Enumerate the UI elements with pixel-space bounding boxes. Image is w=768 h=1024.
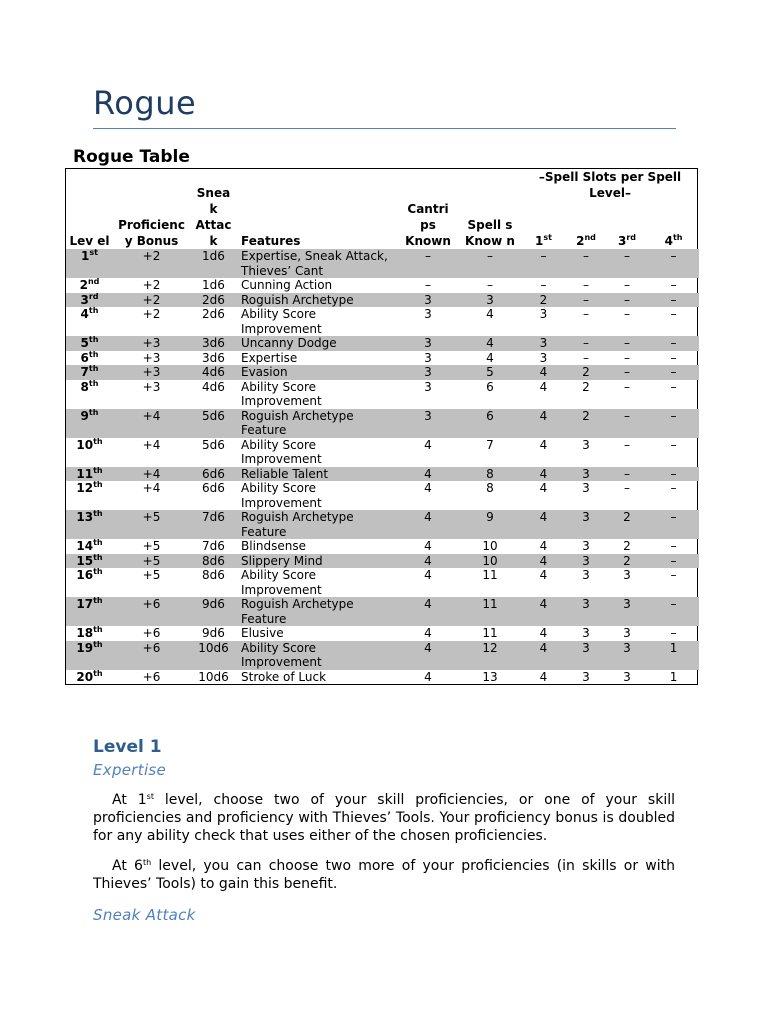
section-heading: Level 1 [93, 737, 162, 757]
cell-spells-known: 9 [459, 510, 521, 539]
header-cantrips-known: Cantri ps Known [405, 202, 451, 248]
header-slot-2: 2nd [576, 233, 596, 248]
header-sneak-attack: Snea k Attac k [195, 186, 232, 248]
cell-slot-2: – [566, 293, 606, 308]
cell-slot-3: 2 [623, 539, 631, 553]
cell-slot-2: 3 [566, 554, 606, 569]
table-row [66, 380, 699, 409]
cell-slot-3: – [624, 481, 630, 495]
header-slot-3: 3rd [617, 233, 637, 248]
cell-slot-1: 4 [521, 365, 566, 380]
cell-spells-known: 10 [459, 554, 521, 569]
cell-proficiency-bonus: +3 [142, 379, 161, 394]
cell-sneak-attack: 7d6 [202, 539, 225, 553]
cell-proficiency-bonus: +2 [142, 307, 161, 321]
cell-level: 12th [76, 480, 103, 495]
cell-sneak-attack: 8d6 [190, 554, 237, 569]
cell-slot-1: 4 [521, 597, 566, 626]
cell-slot-1: 4 [539, 626, 548, 640]
header-spell-slots-group: –Spell Slots per Spell Level– [538, 170, 682, 200]
cell-spells-known: 8 [459, 467, 521, 482]
table-row [66, 554, 699, 569]
table-row [66, 307, 699, 336]
cell-features: Blindsense [241, 539, 306, 553]
cell-spells-known: 13 [482, 669, 498, 684]
cell-slot-1: – [521, 249, 566, 278]
cell-spells-known: 5 [459, 365, 521, 380]
cell-proficiency-bonus: +5 [142, 568, 161, 582]
cell-level: 7th [66, 365, 113, 380]
cell-sneak-attack: 4d6 [202, 379, 225, 394]
cell-slot-3: – [606, 467, 648, 482]
page-title: Rogue [93, 84, 197, 122]
table-row [66, 481, 699, 510]
cell-slot-3: – [606, 409, 648, 438]
cell-slot-2: 3 [582, 626, 590, 640]
cell-level: 4th [80, 306, 99, 321]
cell-sneak-attack: 5d6 [202, 437, 225, 452]
cell-slot-2: 3 [566, 510, 606, 539]
cell-features: Evasion [237, 365, 397, 380]
table-row [66, 278, 699, 293]
cell-slot-4: – [670, 481, 677, 495]
cell-features: Expertise, Sneak Attack, Thieves’ Cant [237, 249, 397, 278]
cell-slot-2: – [583, 278, 589, 292]
cell-cantrips-known: 4 [424, 626, 432, 640]
cell-cantrips-known: 4 [397, 597, 459, 626]
cell-proficiency-bonus: +3 [113, 365, 190, 380]
cell-features: Ability Score Improvement [241, 568, 322, 597]
cell-slot-1: 3 [539, 350, 548, 365]
cell-features: Roguish Archetype Feature [237, 510, 397, 539]
cell-sneak-attack: 10d6 [198, 669, 229, 684]
header-proficiency-bonus: Proficienc y Bonus [118, 218, 185, 248]
cell-features: Cunning Action [241, 278, 333, 292]
cell-sneak-attack: 10d6 [190, 641, 237, 670]
cell-slot-4: 1 [669, 669, 678, 684]
header-slot-4: 4th [664, 233, 683, 248]
paragraph-expertise-1: At 1st level, choose two of your skill proficiencies, or one of your skill proficiencies and proficiency with Thieves’ Tools. Your proficiency bonus is doubled for any ability check that uses either of the chosen proficiencies. [93, 792, 675, 844]
cell-spells-known: 4 [459, 336, 521, 351]
cell-level: 14th [76, 538, 103, 553]
table-row [66, 626, 699, 641]
cell-proficiency-bonus: +5 [113, 554, 190, 569]
cell-proficiency-bonus: +4 [113, 467, 190, 482]
cell-spells-known: 6 [486, 379, 494, 394]
cell-slot-1: 4 [539, 481, 548, 495]
cell-cantrips-known: 4 [397, 510, 459, 539]
table-row [66, 670, 699, 685]
cell-level: 18th [76, 625, 103, 640]
cell-cantrips-known: 4 [397, 467, 459, 482]
cell-features: Ability Score Improvement [241, 437, 322, 466]
cell-spells-known: 4 [486, 350, 494, 365]
cell-level: 11th [66, 467, 113, 482]
cell-slot-1: 4 [521, 554, 566, 569]
paragraph-expertise-2: At 6th level, you can choose two more of your proficiencies (in skills or with Thieves’ Tools) to gain this benefit. [93, 858, 676, 892]
header-level: Lev el [69, 234, 110, 248]
table-row [66, 336, 699, 351]
cell-slot-1: 4 [521, 641, 566, 670]
table-row [66, 438, 699, 467]
cell-cantrips-known: 4 [424, 437, 432, 452]
cell-sneak-attack: 1d6 [202, 278, 225, 292]
table-row [66, 351, 699, 366]
cell-slot-3: – [606, 336, 648, 351]
cell-cantrips-known: 3 [397, 365, 459, 380]
cell-slot-4: – [670, 437, 677, 452]
cell-proficiency-bonus: +6 [113, 641, 190, 670]
table-body [66, 249, 699, 684]
cell-features: Ability Score Improvement [241, 481, 322, 510]
cell-features: Uncanny Dodge [237, 336, 397, 351]
cell-cantrips-known: 4 [424, 539, 432, 553]
cell-proficiency-bonus: +2 [113, 293, 190, 308]
cell-proficiency-bonus: +4 [142, 437, 161, 452]
cell-cantrips-known: 4 [397, 554, 459, 569]
cell-spells-known: 12 [459, 641, 521, 670]
cell-slot-4: – [648, 510, 699, 539]
cell-slot-3: 2 [606, 554, 648, 569]
cell-slot-4: 1 [648, 641, 699, 670]
header-features: Features [241, 234, 301, 248]
cell-slot-2: 3 [582, 437, 590, 452]
table-header-row-top [66, 169, 699, 233]
table-row [66, 467, 699, 482]
cell-slot-2: – [566, 249, 606, 278]
table-row [66, 539, 699, 554]
cell-proficiency-bonus: +6 [142, 669, 161, 684]
cell-slot-2: 2 [566, 409, 606, 438]
cell-slot-4: – [670, 278, 677, 292]
cell-spells-known: 6 [459, 409, 521, 438]
cell-features: Ability Score Improvement [241, 307, 322, 336]
cell-proficiency-bonus: +6 [142, 626, 161, 640]
cell-slot-3: – [624, 437, 630, 452]
cell-spells-known: – [487, 278, 493, 292]
cell-cantrips-known: 4 [424, 481, 432, 495]
cell-cantrips-known: 4 [397, 641, 459, 670]
cell-slot-3: – [606, 249, 648, 278]
cell-slot-1: 2 [521, 293, 566, 308]
cell-level: 9th [66, 409, 113, 438]
cell-slot-2: 2 [566, 365, 606, 380]
cell-sneak-attack: 3d6 [202, 350, 225, 365]
subheading-expertise: Expertise [93, 761, 167, 779]
cell-slot-2: 2 [582, 379, 590, 394]
cell-features: Ability Score Improvement [237, 641, 397, 670]
cell-spells-known: 11 [459, 597, 521, 626]
rogue-table [65, 168, 698, 685]
cell-spells-known: 4 [486, 307, 494, 321]
cell-features: Roguish Archetype Feature [237, 409, 397, 438]
cell-sneak-attack: 2d6 [190, 293, 237, 308]
cell-slot-4: – [648, 293, 699, 308]
cell-proficiency-bonus: +5 [142, 539, 161, 553]
cell-slot-3: 3 [623, 669, 631, 684]
table-row [66, 365, 699, 380]
cell-slot-3: – [606, 365, 648, 380]
cell-slot-3: – [624, 350, 630, 365]
cell-level: 6th [80, 349, 99, 365]
cell-spells-known: 11 [482, 626, 498, 640]
cell-cantrips-known: 3 [424, 307, 432, 321]
cell-slot-4: – [648, 597, 699, 626]
cell-slot-3: – [624, 307, 630, 321]
cell-slot-4: – [670, 350, 677, 365]
cell-proficiency-bonus: +6 [113, 597, 190, 626]
cell-features: Roguish Archetype Feature [237, 597, 397, 626]
cell-cantrips-known: 3 [424, 350, 432, 365]
cell-slot-1: 4 [539, 379, 548, 394]
cell-features: Stroke of Luck [241, 669, 327, 684]
cell-slot-1: 4 [539, 539, 548, 553]
header-spells-known: Spell s Know n [465, 218, 515, 248]
cell-slot-1: 4 [521, 510, 566, 539]
cell-cantrips-known: 3 [397, 336, 459, 351]
cell-slot-4: – [648, 554, 699, 569]
cell-sneak-attack: 9d6 [190, 597, 237, 626]
cell-sneak-attack: 3d6 [190, 336, 237, 351]
cell-sneak-attack: 8d6 [202, 568, 225, 582]
cell-slot-3: – [624, 379, 630, 394]
cell-level: 20th [76, 668, 103, 684]
table-row [66, 568, 699, 597]
cell-slot-4: – [648, 409, 699, 438]
cell-slot-2: 3 [582, 539, 590, 553]
cell-cantrips-known: 3 [397, 293, 459, 308]
cell-sneak-attack: 6d6 [202, 481, 225, 495]
cell-slot-4: – [670, 539, 677, 553]
cell-level: 3rd [66, 293, 113, 308]
title-divider [93, 128, 676, 129]
cell-sneak-attack: 9d6 [202, 626, 225, 640]
cell-level: 1st [66, 249, 113, 278]
cell-proficiency-bonus: +4 [142, 481, 161, 495]
cell-slot-2: 3 [582, 669, 590, 684]
cell-slot-3: – [606, 293, 648, 308]
cell-slot-3: – [624, 278, 630, 292]
cell-slot-2: – [583, 350, 589, 365]
cell-cantrips-known: – [425, 278, 431, 292]
cell-slot-1: 4 [539, 568, 548, 582]
cell-slot-1: 4 [539, 669, 548, 684]
cell-slot-2: 3 [566, 597, 606, 626]
cell-spells-known: 3 [459, 293, 521, 308]
header-slot-1: 1st [535, 233, 552, 248]
cell-slot-4: – [670, 626, 677, 640]
table-row [66, 293, 699, 308]
cell-cantrips-known: 4 [424, 669, 432, 684]
cell-sneak-attack: 5d6 [190, 409, 237, 438]
table-row [66, 597, 699, 626]
cell-spells-known: 8 [486, 481, 494, 495]
cell-spells-known: 10 [482, 539, 498, 553]
cell-slot-2: 3 [582, 481, 590, 495]
cell-features: Ability Score Improvement [241, 379, 322, 408]
cell-features: Reliable Talent [237, 467, 397, 482]
cell-spells-known: – [459, 249, 521, 278]
cell-slot-1: 4 [521, 409, 566, 438]
cell-slot-2: 3 [566, 641, 606, 670]
cell-slot-4: – [670, 379, 677, 394]
cell-cantrips-known: 3 [397, 409, 459, 438]
table-row [66, 249, 699, 278]
cell-slot-4: – [648, 249, 699, 278]
rogue-table-grid [66, 169, 699, 684]
cell-level: 2nd [79, 277, 100, 292]
cell-level: 8th [80, 378, 99, 394]
cell-level: 10th [76, 436, 103, 452]
cell-slot-4: – [648, 336, 699, 351]
cell-proficiency-bonus: +3 [113, 336, 190, 351]
table-row [66, 409, 699, 438]
cell-slot-3: 2 [606, 510, 648, 539]
cell-sneak-attack: 7d6 [190, 510, 237, 539]
cell-cantrips-known: – [397, 249, 459, 278]
cell-slot-4: – [648, 467, 699, 482]
table-row [66, 510, 699, 539]
table-row [66, 641, 699, 670]
cell-features: Slippery Mind [237, 554, 397, 569]
table-caption: Rogue Table [73, 147, 190, 167]
subheading-sneak-attack: Sneak Attack [93, 906, 196, 924]
cell-spells-known: 11 [482, 568, 498, 582]
cell-cantrips-known: 3 [424, 379, 432, 394]
cell-slot-4: – [670, 568, 677, 582]
cell-slot-2: – [566, 336, 606, 351]
cell-slot-1: – [540, 278, 547, 292]
cell-proficiency-bonus: +3 [142, 350, 161, 365]
cell-level: 17th [66, 597, 113, 626]
cell-level: 15th [66, 554, 113, 569]
cell-features: Roguish Archetype [237, 293, 397, 308]
cell-slot-2: 3 [566, 467, 606, 482]
cell-slot-4: – [648, 365, 699, 380]
cell-sneak-attack: 6d6 [190, 467, 237, 482]
cell-spells-known: 7 [486, 437, 494, 452]
cell-slot-3: 3 [606, 597, 648, 626]
cell-level: 5th [66, 336, 113, 351]
cell-slot-2: – [583, 307, 589, 321]
cell-slot-1: 3 [539, 307, 548, 321]
cell-slot-4: – [670, 307, 677, 321]
cell-slot-3: 3 [623, 568, 631, 582]
cell-sneak-attack: 4d6 [190, 365, 237, 380]
cell-level: 16th [76, 567, 103, 582]
cell-slot-1: 4 [521, 467, 566, 482]
cell-level: 19th [66, 641, 113, 670]
cell-proficiency-bonus: +2 [142, 278, 161, 292]
cell-proficiency-bonus: +5 [113, 510, 190, 539]
cell-cantrips-known: 4 [424, 568, 432, 582]
cell-proficiency-bonus: +2 [113, 249, 190, 278]
cell-slot-3: 3 [606, 641, 648, 670]
cell-sneak-attack: 1d6 [190, 249, 237, 278]
cell-slot-1: 4 [539, 437, 548, 452]
cell-slot-3: 3 [623, 626, 631, 640]
cell-sneak-attack: 2d6 [202, 307, 225, 321]
cell-proficiency-bonus: +4 [113, 409, 190, 438]
cell-slot-2: 3 [582, 568, 590, 582]
cell-level: 13th [66, 510, 113, 539]
cell-features: Elusive [241, 626, 284, 640]
cell-features: Expertise [241, 350, 298, 365]
cell-slot-1: 3 [521, 336, 566, 351]
